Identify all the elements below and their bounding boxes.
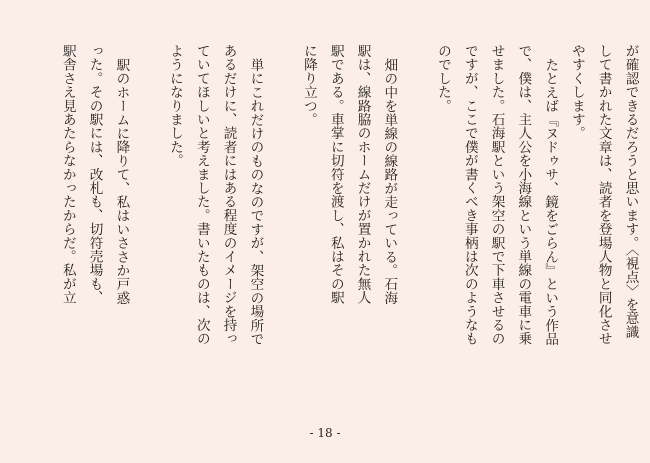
body-text [54,44,644,404]
text-line: のでした。 [434,44,451,113]
quoted-line: 駅である。車掌に切符を渡し、私はその駅 [327,44,344,305]
blank-line [402,44,429,404]
text-line: たとえば『ヌドゥサ、鏡をごらん』という作品 [542,57,559,346]
quoted-line: 駅は、線路脇のホームだけが置かれた無人 [354,44,371,305]
text-line: やすくします。 [568,44,585,140]
quoted-line: 畑の中を単線の線路が走っている。石海 [381,57,398,305]
text-line: あるだけに、読者にはある程度のイメージを持っ [220,44,237,346]
blank-line [134,44,161,404]
quoted-line: った。その駅には、改札も、切符売場も、 [86,44,103,305]
page-number: - 18 - [309,426,341,440]
blank-line [268,44,295,404]
text-line: して書かれた文章は、読者を登場人物と同化させ [595,44,612,346]
text-line: で、僕は、主人公を小海線という単線の電車に乗 [515,44,532,346]
text-line: ようになりました。 [166,44,183,168]
text-line: ですが、ここで僕が書くべき事柄は次のようなも [461,44,478,346]
text-line: が確認できるだろうと思います。〈視点〉を意識 [622,44,639,339]
quoted-line: 駅のホームに降りて、私はいささか戸惑 [113,57,130,305]
quoted-line: 駅舎さえ見あたらなかったからだ。私が立 [59,44,76,305]
quoted-line: に降り立つ。 [300,44,317,127]
text-line: せました。石海駅という架空の駅で下車させるの [488,44,505,346]
text-line: ていてほしいと考えました。書いたものは、次の [193,44,210,346]
text-line: 単にこれだけのものなのですが、架空の場所で [247,57,264,346]
